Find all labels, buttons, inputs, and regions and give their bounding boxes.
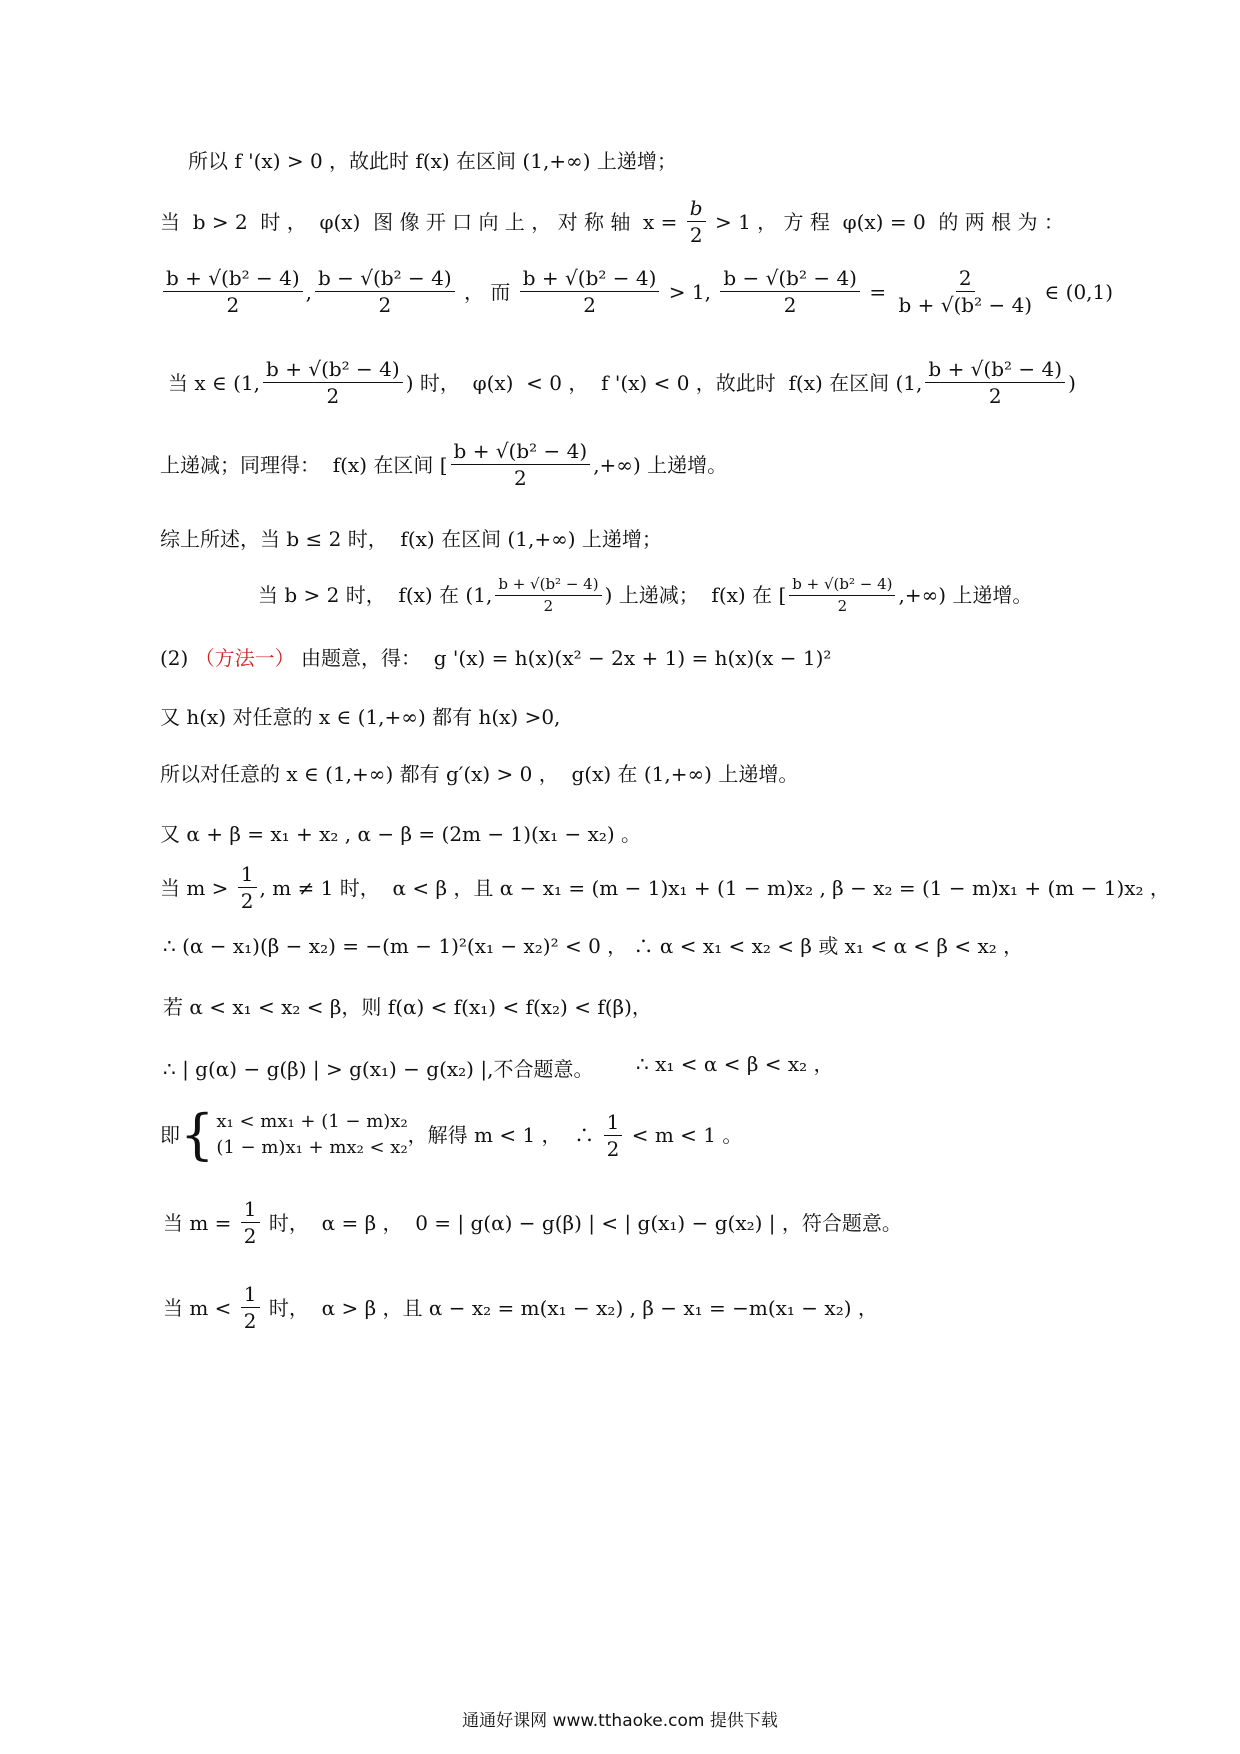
fraction: [925, 358, 1065, 407]
fraction-denominator: 2: [606, 1136, 620, 1161]
text-span: 当 m >: [160, 875, 235, 900]
page-footer: 通通好课网 www.tthaoke.com 提供下载: [462, 1711, 778, 1731]
text-line: [160, 197, 1064, 246]
fraction: [720, 267, 860, 316]
text-span: 又 h(x) 对任意的 x ∈ (1,+∞) 都有 h(x) >0,: [160, 705, 561, 729]
text-line: [163, 1283, 878, 1332]
fraction-numerator: b − √(b² − 4): [720, 267, 860, 292]
fraction-numerator: b + √(b² − 4): [451, 440, 591, 465]
fraction-numerator: b + √(b² − 4): [925, 358, 1065, 383]
text-span: ): [1068, 370, 1076, 395]
fraction: [163, 267, 303, 316]
fraction-denominator: 2: [513, 466, 527, 490]
text-span: ，解得 m < 1 ， ∴: [407, 1123, 601, 1147]
text-span: 当 m =: [163, 1210, 238, 1235]
text-line: [188, 150, 677, 172]
fraction: [895, 267, 1035, 316]
text-span: 所以对任意的 x ∈ (1,+∞) 都有 g′(x) > 0 ， g(x) 在 (1,+∞) 上递增。: [160, 762, 799, 786]
text-span: 若 α < x₁ < x₂ < β，则 f(α) < f(x₁) < f(x₂) < f(β)，: [163, 995, 652, 1019]
text-span: > 1 ， 方 程 φ(x) = 0 的 两 根 为 ：: [708, 209, 1064, 234]
equation-row: x₁ < mx₁ + (1 − m)x₂: [216, 1111, 408, 1133]
fraction-denominator: 2: [689, 223, 703, 247]
text-span: ) 上递减； f(x) 在 [: [604, 583, 787, 607]
text-span: 当 x ∈ (1,: [168, 370, 261, 395]
fraction-numerator: 1: [241, 1283, 260, 1308]
fraction-numerator: 1: [604, 1111, 623, 1136]
text-line: [160, 1103, 743, 1166]
fraction: [520, 267, 660, 316]
fraction: [687, 197, 706, 246]
fraction: [238, 863, 257, 912]
fraction-numerator: 1: [241, 1198, 260, 1223]
text-line: [258, 576, 1032, 614]
brace-icon: {: [180, 1103, 215, 1166]
text-span: 又 α + β = x₁ + x₂ , α − β = (2m − 1)(x₁ − x₂) 。: [160, 822, 642, 846]
text-line: [163, 935, 1023, 957]
text-line: [636, 1053, 834, 1075]
fraction-numerator: b + √(b² − 4): [163, 267, 303, 292]
fraction: [241, 1283, 260, 1332]
fraction-denominator: 2: [583, 293, 596, 317]
fraction-numerator: b + √(b² − 4): [263, 358, 403, 383]
text-span: ,+∞) 上递增。: [898, 583, 1033, 607]
text-span: 由题意，得： g '(x) = h(x)(x² − 2x + 1) = h(x)(x − 1)²: [294, 646, 832, 670]
fraction-numerator: b + √(b² − 4): [495, 576, 601, 596]
fraction: [263, 358, 403, 407]
fraction-denominator: 2: [243, 1224, 257, 1248]
fraction-numerator: b − √(b² − 4): [315, 267, 455, 292]
fraction-denominator: 2: [837, 596, 848, 615]
fraction-denominator: 2: [378, 293, 392, 317]
text-span: ,+∞) 上递增。: [593, 452, 728, 477]
text-span: (2): [160, 646, 195, 670]
text-span: 时， α = β ， 0 = | g(α) − g(β) | < | g(x₁) − g(x₂) | ，符合题意。: [262, 1210, 902, 1235]
fraction-numerator: b + √(b² − 4): [789, 576, 895, 596]
text-span: ) 时， φ(x) < 0 ， f '(x) < 0 ，故此时 f(x) 在区间 (1,: [405, 370, 923, 395]
fraction-denominator: 2: [543, 596, 554, 615]
fraction: [789, 576, 895, 614]
text-span: ∈ (0,1): [1038, 279, 1114, 304]
fraction-numerator: 1: [238, 863, 257, 888]
equation-row: (1 − m)x₁ + mx₂ < x₂: [216, 1137, 408, 1158]
text-span: ∴ x₁ < α < β < x₂ ，: [636, 1052, 834, 1076]
text-span: =: [862, 279, 893, 304]
text-span: 时， α > β ，且 α − x₂ = m(x₁ − x₂) , β − x₁ = −m(x₁ − x₂) ，: [262, 1295, 878, 1320]
text-line: [160, 823, 641, 845]
fraction-denominator: b + √(b² − 4): [898, 293, 1033, 317]
text-line: [160, 440, 727, 489]
text-span: ， 而: [457, 279, 517, 304]
text-span: > 1,: [662, 279, 718, 304]
text-line: [160, 706, 560, 728]
fraction-numerator: 2: [956, 267, 975, 292]
fraction: [451, 440, 591, 489]
fraction: [241, 1198, 260, 1247]
fraction-denominator: 2: [240, 889, 254, 913]
text-line: [163, 1198, 902, 1247]
fraction: [495, 576, 601, 614]
text-line: [168, 358, 1076, 407]
method-label: （方法一）: [194, 646, 295, 670]
fraction-numerator: b + √(b² − 4): [520, 267, 660, 292]
text-span: 当 b > 2 时， f(x) 在 (1,: [258, 583, 493, 607]
text-span: < m < 1 。: [625, 1123, 743, 1147]
text-span: ∴ | g(α) − g(β) | > g(x₁) − g(x₂) |,不合题意。: [163, 1057, 594, 1081]
text-span: 当 b > 2 时 ， φ(x) 图 像 开 口 向 上 ， 对 称 轴 x =: [160, 209, 684, 234]
text-line: $\frac{\text{b + √(b² − 4)}}{2}$ , $\frac{\text{b − √(b² − 4)}}{2}$ ， 而 $\frac{\text{b + √(b² − 4)}}{2}$ > 1, $\frac{\text{b − √(b² − 4)}}{2}$ = $\frac{2}{\text{b + √(b² − 4)}}$ ∈ (0,1): [160, 267, 1113, 316]
fraction-denominator: 2: [783, 293, 797, 317]
text-line: [163, 996, 652, 1018]
equation-system: [180, 1103, 408, 1166]
fraction-denominator: 2: [243, 1309, 257, 1333]
text-span: 即: [160, 1123, 180, 1147]
text-span: 所以 f '(x) > 0 ，故此时 f(x) 在区间 (1,+∞) 上递增；: [188, 149, 677, 173]
fraction-denominator: 2: [326, 384, 340, 408]
text-line: [163, 1058, 593, 1080]
fraction-numerator: b: [687, 197, 706, 222]
text-span: 综上所述，当 b ≤ 2 时， f(x) 在区间 (1,+∞) 上递增；: [160, 527, 662, 551]
text-span: 上递减；同理得： f(x) 在区间 [: [160, 452, 448, 477]
text-span: , m ≠ 1 时， α < β ，且 α − x₁ = (m − 1)x₁ + (1 − m)x₂ , β − x₂ = (1 − m)x₁ + (m − 1)x₂ ，: [259, 875, 1170, 900]
text-line: [160, 763, 798, 785]
fraction: [604, 1111, 623, 1160]
text-line: [160, 863, 1170, 912]
text-line: [160, 528, 662, 550]
text-line: [160, 647, 831, 669]
fraction: [315, 267, 455, 316]
text-span: 当 m <: [163, 1295, 238, 1320]
fraction-denominator: 2: [226, 293, 240, 317]
text-span: ∴ (α − x₁)(β − x₂) = −(m − 1)²(x₁ − x₂)² < 0 ， ∴ α < x₁ < x₂ < β 或 x₁ < α < β < x₂ ，: [163, 934, 1024, 958]
fraction-denominator: 2: [988, 384, 1002, 408]
